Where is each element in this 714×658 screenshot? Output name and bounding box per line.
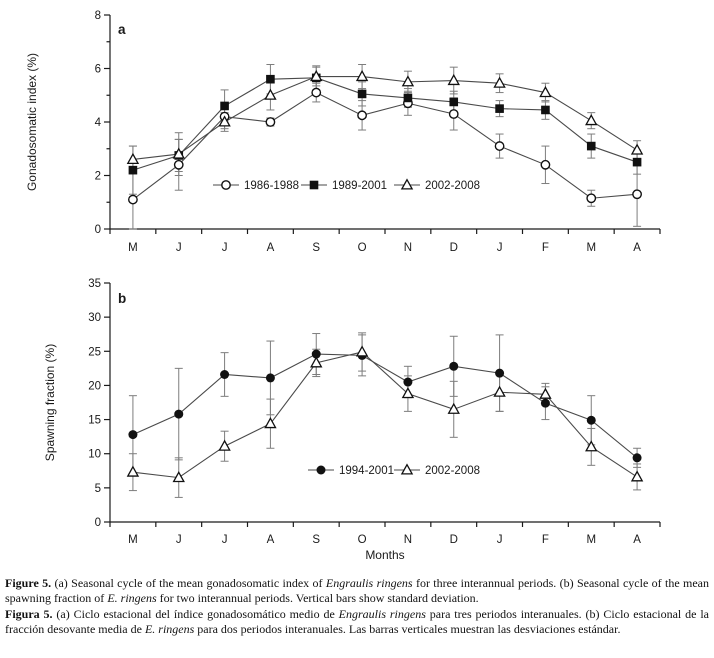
x-tick-label: J [221,242,228,254]
x-tick-label: J [175,534,182,546]
panel-letter: a [118,22,126,37]
filled-square-marker [220,102,229,111]
series-markers-2002-2008 [128,71,642,163]
open-circle-marker [266,118,274,126]
series-markers-1989-2001 [129,74,642,175]
y-tick-label: 20 [88,380,101,393]
open-circle-marker [358,111,366,119]
open-triangle-marker [586,115,596,124]
axes [104,15,660,234]
month-labels [128,242,641,254]
filled-circle-marker [317,466,326,475]
series-markers-1994-2001 [128,350,641,463]
caption-figure-label: Figure 5. [5,576,52,590]
open-triangle-marker [494,387,504,396]
filled-square-marker [541,106,550,115]
figure-caption [5,576,709,637]
x-tick-label: A [633,534,641,546]
legend [213,180,480,192]
panel-b [43,278,660,562]
x-tick-label: M [128,242,138,254]
series-line-1994-2001 [133,354,637,458]
caption-text: (a) Ciclo estacional del índice gonadosomático medio de [52,606,339,621]
x-tick-label: A [266,534,275,546]
species-name: Engraulis ringens [325,576,413,590]
open-circle-marker [587,194,595,202]
filled-square-marker [358,90,367,99]
open-triangle-marker [219,441,229,450]
species-name: E. ringens [144,621,195,636]
x-tick-label: A [633,242,641,254]
filled-square-marker [129,166,138,175]
y-tick-label: 8 [94,10,101,22]
x-axis-title: Months [365,548,405,562]
caption-text: for two interannual periods. Vertical bars show standard deviation. [156,591,479,606]
open-triangle-marker [402,180,412,189]
x-tick-label: J [496,242,503,254]
filled-square-marker [404,94,413,103]
open-circle-marker [312,88,320,96]
open-triangle-marker [632,145,642,154]
filled-circle-marker [403,378,412,387]
panel-letter: b [118,291,127,306]
series-line-1989-2001 [133,78,637,170]
panel-a [25,10,660,254]
open-triangle-marker [357,347,367,356]
y-tick-label: 30 [88,312,101,325]
y-tick-label: 4 [94,117,101,129]
x-tick-label: F [541,242,549,254]
open-triangle-marker [265,90,275,99]
x-tick-label: J [175,242,182,254]
filled-circle-marker [633,453,642,462]
x-tick-label: D [449,534,458,546]
species-name: Engraulis ringens [338,606,426,621]
caption-text: (a) Seasonal cycle of the mean gonadosomatic index of [51,576,326,590]
filled-circle-marker [541,399,550,408]
y-tick-label: 10 [88,448,101,461]
caption-paragraph [5,607,709,638]
series-markers-2002-2008 [128,347,642,482]
series-line-2002-2008 [133,352,637,478]
filled-square-marker [449,98,458,107]
open-circle-marker [495,142,503,150]
y-axis-title: Gonadosomatic index (%) [25,52,39,192]
y-axis-title: Spawning fraction (%) [43,343,57,462]
x-tick-label: N [403,242,413,254]
filled-circle-marker [174,410,183,419]
x-tick-label: O [357,534,367,546]
open-triangle-marker [402,465,412,474]
legend-label: 2002-2008 [425,465,480,477]
month-labels [128,534,641,546]
error-bars-1989-2001 [129,64,641,194]
open-circle-marker [129,195,137,203]
x-tick-label: S [312,534,321,546]
filled-circle-marker [495,369,504,378]
x-tick-label: N [403,534,413,546]
filled-square-marker [633,158,642,167]
caption-figure-label: Figura 5. [5,606,53,621]
error-bars-1986-1988 [129,83,641,229]
filled-circle-marker [128,430,137,439]
x-tick-label: J [496,534,503,546]
open-triangle-marker [357,71,367,80]
legend-label: 2002-2008 [425,180,480,192]
y-tick-label: 0 [94,517,101,529]
x-tick-label: O [357,242,367,254]
legend-label: 1986-1988 [244,180,299,192]
open-circle-marker [450,110,458,118]
caption-text: for three interannual periods. (b) Seasonal cycle of the mean spawning fraction of [5,576,709,606]
x-tick-label: M [586,242,597,254]
x-tick-label: S [312,242,321,254]
y-tick-label: 6 [94,63,101,76]
legend [308,465,480,477]
x-tick-label: D [449,242,458,254]
series-line-2002-2008 [133,77,637,160]
filled-square-marker [266,75,275,84]
open-triangle-marker [449,75,459,84]
y-tick-label: 25 [88,346,101,359]
filled-circle-marker [266,373,275,382]
open-circle-marker [633,190,641,198]
open-circle-marker [175,161,183,169]
species-name: E. ringens [107,591,157,606]
open-triangle-marker [632,472,642,481]
filled-square-marker [310,181,319,190]
caption-text: para dos periodos interanuales. Las barras verticales muestran las desviaciones estándar. [194,621,621,636]
x-tick-label: A [266,242,275,254]
x-tick-label: M [128,534,138,546]
y-tick-label: 0 [94,224,101,236]
filled-circle-marker [220,370,229,379]
open-circle-marker [541,161,549,169]
x-tick-label: F [541,534,549,546]
y-tick-label: 2 [94,170,101,183]
legend-label: 1994-2001 [339,465,394,477]
error-bars-1994-2001 [129,334,641,474]
caption-text: para tres periodos interanuales. (b) Ciclo estacional de la fracción desovante media de [5,606,709,636]
error-bars-2002-2008 [129,64,641,175]
filled-circle-marker [587,416,596,425]
open-circle-marker [222,181,230,189]
filled-circle-marker [449,362,458,371]
y-tick-label: 5 [94,482,101,495]
x-tick-label: M [586,534,597,546]
legend-label: 1989-2001 [332,180,387,192]
y-tick-label: 15 [88,414,101,427]
caption-paragraph [5,576,709,607]
x-tick-label: J [221,534,228,546]
axes [104,283,660,527]
open-triangle-marker [128,467,138,476]
y-tick-label: 35 [88,278,101,290]
filled-square-marker [587,142,596,151]
filled-square-marker [495,104,504,113]
